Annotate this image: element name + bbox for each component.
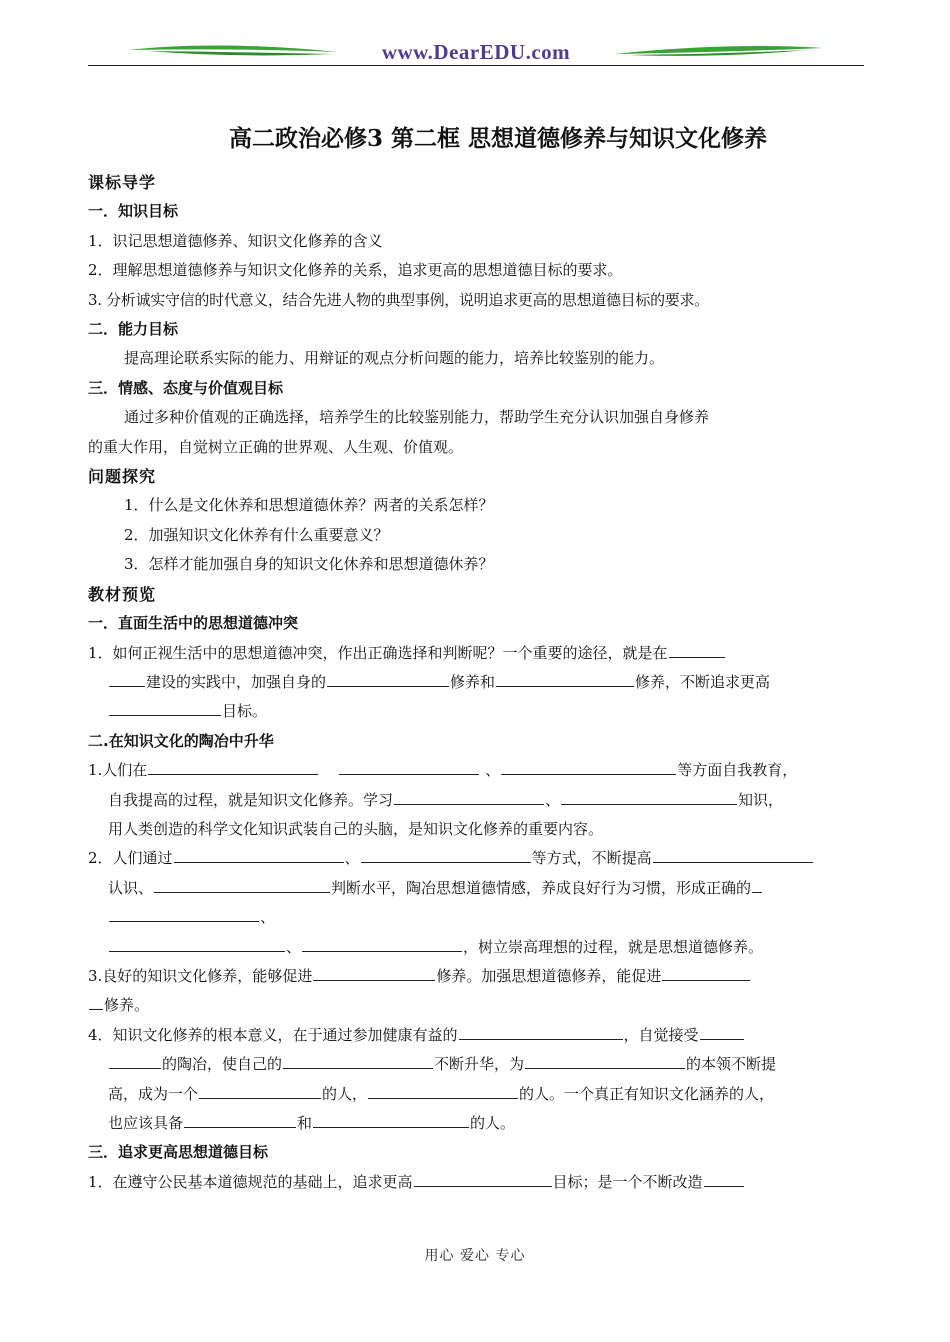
fill-line: 、 xyxy=(88,903,866,932)
blank xyxy=(174,847,344,863)
subsection-heading: 二.在知识文化的陶冶中升华 xyxy=(88,731,274,750)
blank xyxy=(154,877,330,893)
blank xyxy=(313,965,435,981)
blank xyxy=(109,906,259,922)
blank xyxy=(496,671,634,687)
blank xyxy=(302,936,462,952)
document-body xyxy=(88,168,866,1197)
section-heading: 课标导学 xyxy=(88,173,157,192)
fill-line: 4．知识文化修养的根本意义，在于通过参加健康有益的 ，自觉接受 xyxy=(88,1021,866,1050)
question-item: 1．什么是文化休养和思想道德休养？两者的关系怎样？ xyxy=(124,496,494,515)
blank xyxy=(109,936,285,952)
section-heading: 问题探究 xyxy=(88,467,157,487)
blank xyxy=(669,642,725,658)
paragraph: 3. 分析诚实守信的时代意义，结合先进人物的典型事例，说明追求更高的思想道德目标的要求。 xyxy=(88,290,709,309)
blank xyxy=(184,1112,296,1128)
paragraph: 提高理论联系实际的能力、用辩证的观点分析问题的能力，培养比较鉴别的能力。 xyxy=(124,349,665,368)
brand-logo: www.DearEDU.com xyxy=(381,40,571,64)
blank xyxy=(339,759,479,775)
blank xyxy=(459,1024,623,1040)
blank xyxy=(561,789,737,805)
subsection-heading: 一．直面生活中的思想道德冲突 xyxy=(88,614,299,633)
blank xyxy=(368,1083,518,1099)
fill-line: 3.良好的知识文化修养，能够促进 修养。加强思想道德修养，能促进 xyxy=(88,962,866,991)
blank xyxy=(109,700,221,716)
header-rule xyxy=(88,65,864,66)
blank xyxy=(704,1171,744,1187)
fill-line: 目标。 xyxy=(88,697,866,726)
fill-line: 高，成为一个 的人， 的人。一个真正有知识文化涵养的人， xyxy=(108,1084,775,1103)
page-header xyxy=(88,38,864,68)
subsection-heading: 一．知识目标 xyxy=(88,202,179,221)
paragraph: 2．理解思想道德修养与知识文化修养的关系，追求更高的思想道德目标的要求。 xyxy=(88,261,623,280)
fill-line: 的陶冶，使自己的 不断升华，为 的本领不断提 xyxy=(88,1050,866,1079)
paragraph: 1．识记思想道德修养、知识文化修养的含义 xyxy=(88,231,383,250)
fill-line: 、 ，树立崇高理想的过程，就是思想道德修养。 xyxy=(88,933,866,962)
subsection-heading: 三．追求更高思想道德目标 xyxy=(88,1143,269,1162)
fill-line: 2．人们通过 、 等方式，不断提高 xyxy=(88,844,866,873)
subsection-heading: 二．能力目标 xyxy=(88,320,179,339)
fill-line: 1．在遵守公民基本道德规范的基础上，追求更高 目标；是一个不断改造 xyxy=(88,1168,866,1197)
fill-line: 1．如何正视生活中的思想道德冲突，作出正确选择和判断呢？一个重要的途径，就是在 xyxy=(88,639,866,668)
blank xyxy=(662,965,750,981)
fill-line: 认识、 判断水平，陶冶思想道德情感，养成良好行为习惯，形成正确的 xyxy=(88,874,866,903)
blank xyxy=(283,1053,433,1069)
question-item: 2．加强知识文化休养有什么重要意义？ xyxy=(124,525,389,544)
fill-line: 自我提高的过程，就是知识文化修养。学习 、 知识， xyxy=(108,790,784,809)
page-title: 高二政治必修3 第二框 思想道德修养与知识文化修养 xyxy=(228,125,768,152)
blank xyxy=(414,1171,552,1187)
paragraph: 的重大作用，自觉树立正确的世界观、人生观、价值观。 xyxy=(88,437,464,456)
blank xyxy=(752,877,762,893)
page-footer: 用心 爱心 专心 xyxy=(424,1248,526,1264)
section-heading: 教材预览 xyxy=(88,584,157,604)
subsection-heading: 三．情感、态度与价值观目标 xyxy=(88,378,284,397)
blank xyxy=(394,789,544,805)
blank xyxy=(148,759,318,775)
fill-line: 1.人们在 、 等方面自我教育， xyxy=(88,761,798,780)
blank xyxy=(361,847,531,863)
blank xyxy=(313,1112,469,1128)
blank xyxy=(327,671,449,687)
blank xyxy=(109,671,145,687)
question-item: 3．怎样才能加强自身的知识文化休养和思想道德休养？ xyxy=(124,555,494,574)
blank xyxy=(89,994,103,1010)
fill-line: 也应该具备 和 的人。 xyxy=(108,1114,516,1132)
blank xyxy=(700,1024,744,1040)
blank xyxy=(199,1083,321,1099)
blank xyxy=(501,759,676,775)
blank xyxy=(653,847,813,863)
fill-line: 修养。 xyxy=(88,991,866,1020)
blank xyxy=(109,1053,161,1069)
fill-line: 建设的实践中，加强自身的 修养和 修养，不断追求更高 xyxy=(88,668,866,697)
blank xyxy=(525,1053,685,1069)
paragraph: 通过多种价值观的正确选择，培养学生的比较鉴别能力，帮助学生充分认识加强自身修养 xyxy=(124,408,710,427)
fill-line: 用人类创造的科学文化知识武装自己的头脑，是知识文化修养的重要内容。 xyxy=(108,819,604,838)
